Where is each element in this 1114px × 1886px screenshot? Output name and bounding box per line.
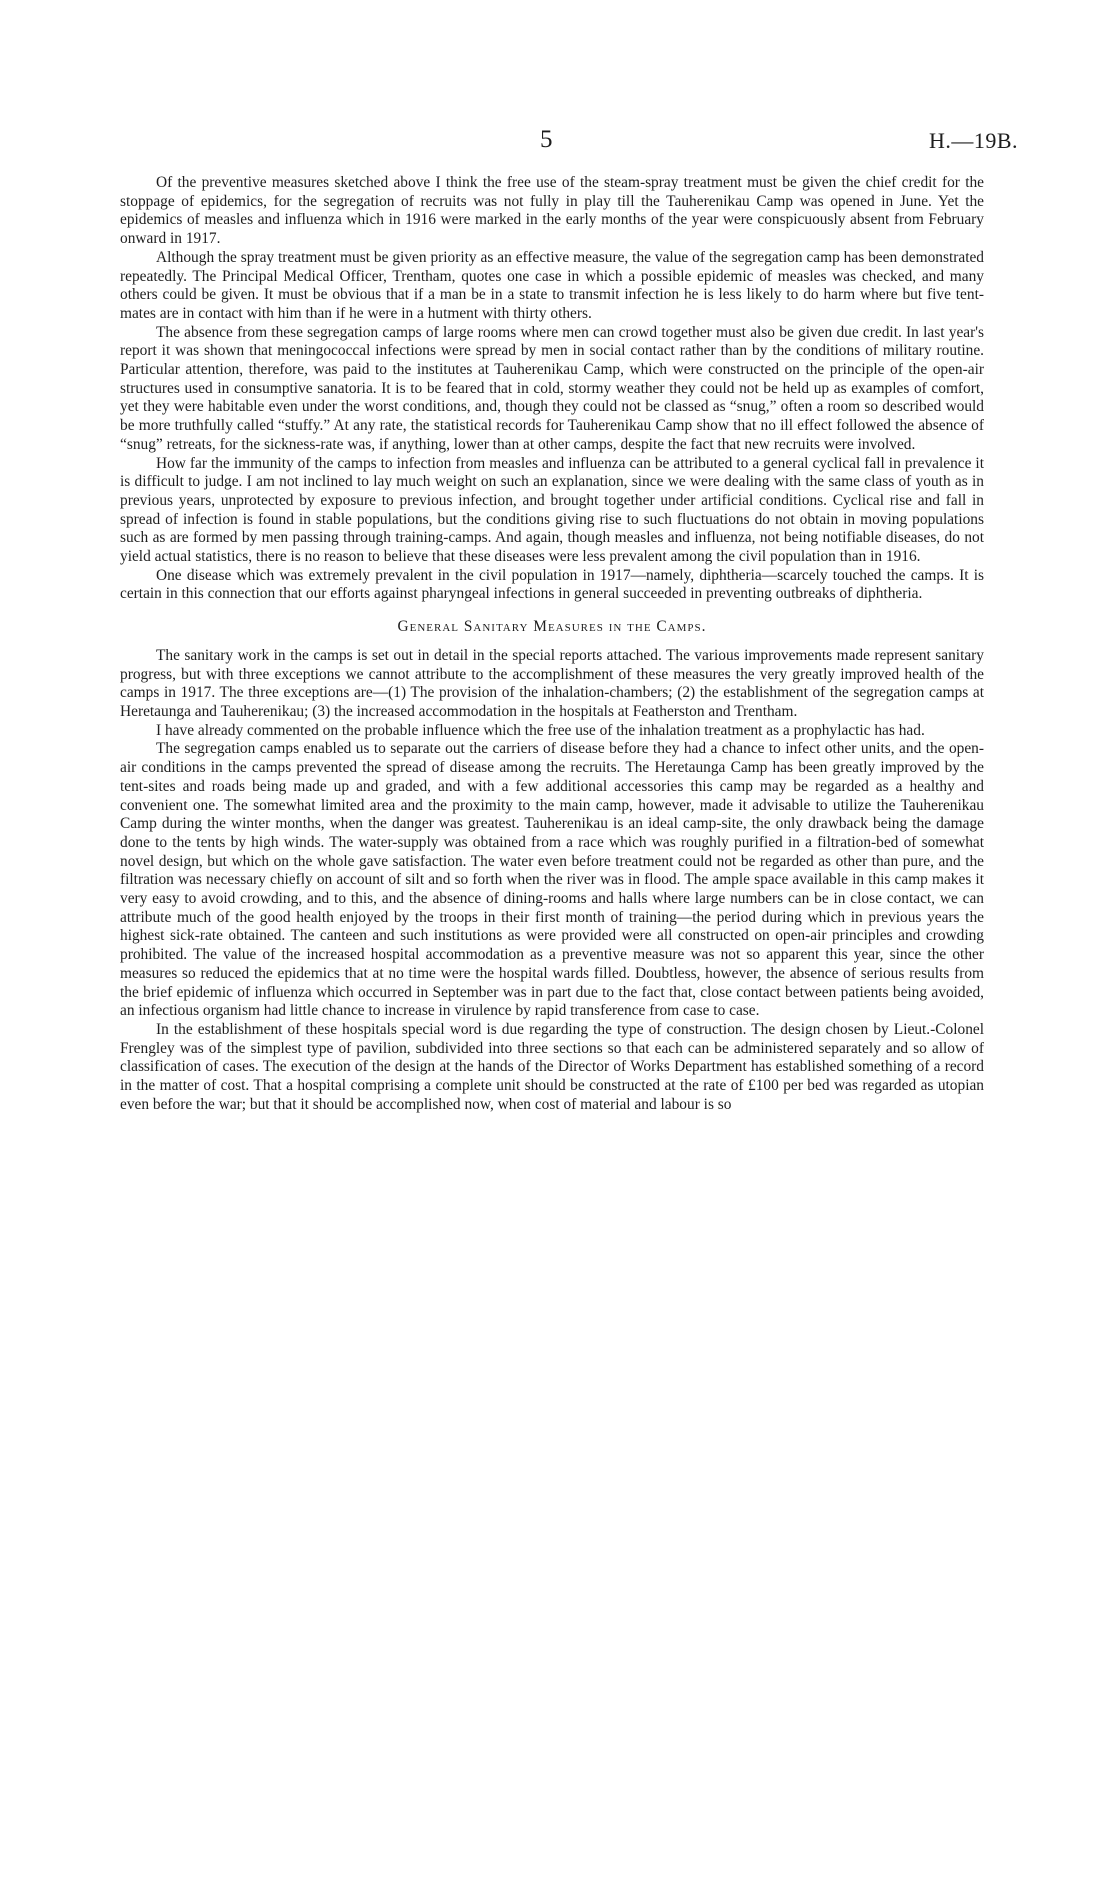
body-text <box>120 174 984 1114</box>
paragraph: One disease which was extremely prevalent in the civil population in 1917—namely, diphtheria—scarcely touched the camps. It is certain in this connection that our efforts against pharyngeal infections in general succeeded in preventing outbreaks of diphtheria. <box>120 566 984 603</box>
section-heading: General Sanitary Measures in the Camps. <box>397 618 707 636</box>
document-reference: H.—19B. <box>928 128 1018 153</box>
paragraph: In the establishment of these hospitals special word is due regarding the type of construction. The design chosen by Lieut.-Colonel Frengley was of the simplest type of pavilion, subdivided into three sections so that each can be administered separately and so allow of classification of cases. The execution of the design at the hands of the Director of Works Department has established something of a record in the matter of cost. That a hospital comprising a complete unit should be constructed at the rate of £100 per bed was regarded as utopian even before the war; but that it should be accomplished now, when cost of material and labour is so <box>120 1020 984 1113</box>
paragraph: The sanitary work in the camps is set out in detail in the special reports attached. The various improvements made represent sanitary progress, but with three exceptions we cannot attribute to the accomplishment of these measures the very greatly improved health of the camps in 1917. The three exceptions are—(1) The provision of the inhalation-chambers; (2) the establishment of the segregation camps at Heretaunga and Tauherenikau; (3) the increased accommodation in the hospitals at Featherston and Trentham. <box>120 646 984 720</box>
paragraph: Although the spray treatment must be given priority as an effective measure, the value of the segregation camp has been demonstrated repeatedly. The Principal Medical Officer, Trentham, quotes one case in which a possible epidemic of measles was checked, and many others could be given. It must be obvious that if a man be in a state to transmit infection he is less likely to do harm where but five tent-mates are in contact with him than if he were in a hutment with thirty others. <box>120 248 984 322</box>
paragraph: Of the preventive measures sketched above I think the free use of the steam-spray treatment must be given the chief credit for the stoppage of epidemics, for the segregation of recruits was not fully in play till the Tauherenikau Camp was opened in June. Yet the epidemics of measles and influenza which in 1916 were marked in the early months of the year were conspicuously absent from February onward in 1917. <box>120 174 984 248</box>
paragraph: I have already commented on the probable influence which the free use of the inhalation treatment as a prophylactic has had. <box>156 721 925 739</box>
paragraph: How far the immunity of the camps to infection from measles and influenza can be attributed to a general cyclical fall in prevalence it is difficult to judge. I am not inclined to lay much weight on such an explanation, since we were dealing with the same class of youth as in previous years, unprotected by exposure to previous infection, and brought together under artificial conditions. Cyclical rise and fall in spread of infection is found in stable populations, but the conditions giving rise to such fluctuations do not obtain in moving populations such as are formed by men passing through training-camps. And again, though measles and influenza, not being notifiable diseases, do not yield actual statistics, there is no reason to believe that these diseases were less prevalent among the civil population than in 1916. <box>120 454 984 566</box>
paragraph: The segregation camps enabled us to separate out the carriers of disease before they had a chance to infect other units, and the open-air conditions in the camps prevented the spread of disease among the recruits. The Heretaunga Camp has been greatly improved by the tent-sites and roads being made up and graded, and with a few additional accessories this camp may be regarded as a healthy and convenient one. The somewhat limited area and the proximity to the main camp, however, made it advisable to utilize the Tauherenikau Camp during the winter months, when the danger was greatest. Tauherenikau is an ideal camp-site, the only drawback being the damage done to the tents by high winds. The water-supply was obtained from a race which was roughly purified in a filtration-bed of somewhat novel design, but which on the whole gave satisfaction. The water even before treatment could not be regarded as other than pure, and the filtration was necessary chiefly on account of silt and so forth when the river was in flood. The ample space available in this camp makes it very easy to avoid crowding, and to this, and the absence of dining-rooms and halls where large numbers can be in close contact, we can attribute much of the good health enjoyed by the troops in their first month of training—the period during which in previous years the highest sick-rate obtained. The canteen and such institutions as were provided were all constructed on open-air principles and crowding prohibited. The value of the increased hospital accommodation as a preventive measure was not so apparent this year, since the other measures so reduced the epidemics that at no time were the hospital wards filled. Doubtless, however, the absence of serious results from the brief epidemic of influenza which occurred in September was in part due to the fact that, close contact between patients being avoided, an infectious organism had little chance to increase in virulence by rapid transference from case to case. <box>120 740 984 1020</box>
paragraph: The absence from these segregation camps of large rooms where men can crowd together must also be given due credit. In last year's report it was shown that meningococcal infections were spread by men in social contact rather than by the conditions of military routine. Particular attention, therefore, was paid to the institutes at Tauherenikau Camp, which were constructed on the principle of the open-air structures used in consumptive sanatoria. It is to be feared that in cold, stormy weather they could not be held up as examples of comfort, yet they were habitable even under the worst conditions, and, though they could not be classed as “snug,” often a room so described would be more truthfully called “stuffy.” At any rate, the statistical records for Tauherenikau Camp show that no ill effect followed the absence of “snug” retreats, for the sickness-rate was, if anything, lower than at other camps, despite the fact that new recruits were involved. <box>120 323 984 453</box>
page-number: 5 <box>540 126 553 153</box>
